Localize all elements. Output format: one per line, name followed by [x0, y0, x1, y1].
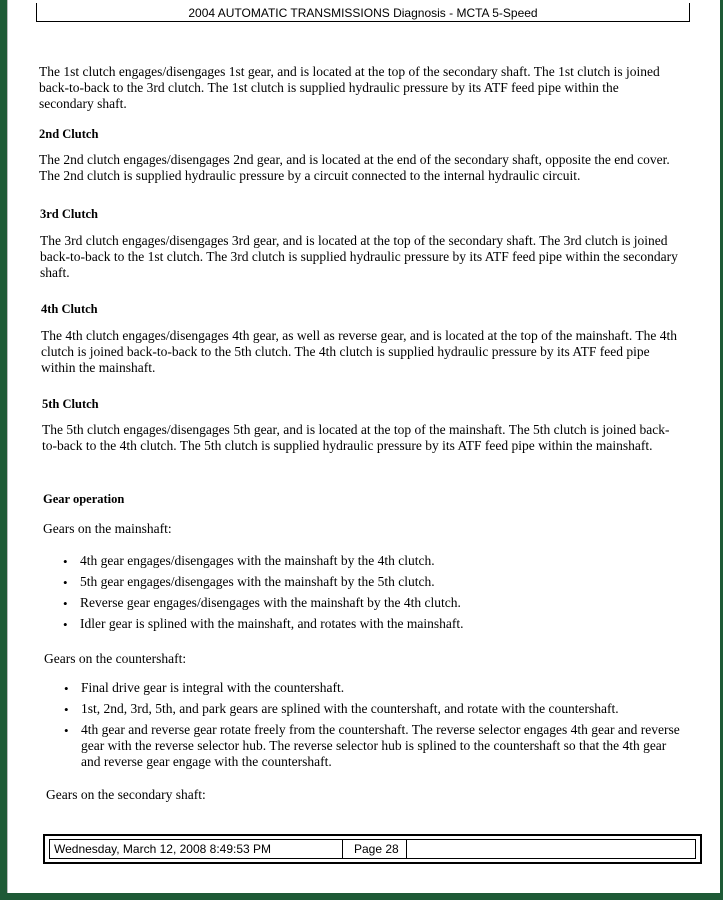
page-footer: [43, 834, 702, 864]
mainshaft-intro: Gears on the mainshaft:: [43, 521, 172, 536]
heading-gear-operation: Gear operation: [43, 492, 125, 506]
secondary-shaft-intro: Gears on the secondary shaft:: [46, 787, 206, 802]
footer-divider: [406, 840, 407, 858]
bullet-icon: •: [64, 723, 69, 738]
footer-timestamp: Wednesday, March 12, 2008 8:49:53 PM: [54, 842, 272, 856]
header-title: 2004 AUTOMATIC TRANSMISSIONS Diagnosis - MCTA 5-Speed: [188, 6, 538, 20]
bullet-icon: •: [63, 554, 68, 569]
bullet-icon: •: [64, 702, 69, 717]
document-body: [8, 0, 720, 830]
paragraph-3rd-clutch: The 3rd clutch engages/disengages 3rd gear, and is located at the top of the secondary shaft. The 3rd clutch is joined back-to-back to the 1st clutch. The 3rd clutch is supplied hydraulic pressure by its ATF feed pipe within the secondary shaft.: [40, 233, 678, 280]
bullet-icon: •: [64, 681, 69, 696]
bullet-icon: •: [63, 617, 68, 632]
countershaft-gear-list: [64, 680, 682, 775]
countershaft-intro: Gears on the countershaft:: [44, 651, 187, 666]
paragraph-2nd-clutch: The 2nd clutch engages/disengages 2nd gear, and is located at the end of the secondary shaft, opposite the end cover. The 2nd clutch is supplied hydraulic pressure by a circuit connected to the internal hydraulic circuit.: [39, 152, 670, 183]
bullet-icon: •: [63, 575, 68, 590]
heading-2nd-clutch: 2nd Clutch: [39, 127, 99, 141]
heading-5th-clutch: 5th Clutch: [42, 397, 99, 411]
heading-3rd-clutch: 3rd Clutch: [40, 207, 98, 221]
list-item: • 4th gear engages/disengages with the mainshaft by the 4th clutch.: [63, 553, 435, 569]
heading-4th-clutch: 4th Clutch: [41, 302, 98, 316]
list-item: • Reverse gear engages/disengages with the mainshaft by the 4th clutch.: [63, 595, 461, 611]
list-item: • 5th gear engages/disengages with the mainshaft by the 5th clutch.: [63, 574, 435, 590]
paragraph-4th-clutch: The 4th clutch engages/disengages 4th gear, as well as reverse gear, and is located at the top of the mainshaft. The 4th clutch is joined back-to-back to the 5th clutch. The 4th clutch is supplied hydraulic pressure by its ATF feed pipe within the mainshaft.: [41, 328, 677, 375]
list-item: • Idler gear is splined with the mainshaft, and rotates with the mainshaft.: [63, 616, 464, 632]
paragraph-1st-clutch: The 1st clutch engages/disengages 1st gear, and is located at the top of the secondary shaft. The 1st clutch is joined back-to-back to the 3rd clutch. The 1st clutch is supplied hydraulic pressure by its ATF feed pipe within the secondary shaft.: [39, 64, 660, 111]
list-item: • 1st, 2nd, 3rd, 5th, and park gears are splined with the countershaft, and rotate with the countershaft.: [64, 701, 619, 717]
footer-frame: [49, 839, 696, 859]
paragraph-5th-clutch: The 5th clutch engages/disengages 5th gear, and is located at the top of the mainshaft. The 5th clutch is joined back-to-back to the 4th clutch. The 5th clutch is supplied hydraulic pressure by its ATF feed pipe within the mainshaft.: [42, 422, 670, 453]
list-item: • Final drive gear is integral with the countershaft.: [64, 680, 345, 696]
page-number: Page 28: [354, 842, 399, 856]
mainshaft-gear-list: [63, 553, 683, 637]
footer-divider: [342, 840, 343, 858]
bullet-icon: •: [63, 596, 68, 611]
document-page: [7, 0, 720, 893]
list-item: • 4th gear and reverse gear rotate freely from the countershaft. The reverse selector engages 4th gear and reverse gear with the reverse selector hub. The reverse selector hub is splined to the countershaft so that the 4th gear and reverse gear engage with the countershaft.: [64, 722, 680, 769]
